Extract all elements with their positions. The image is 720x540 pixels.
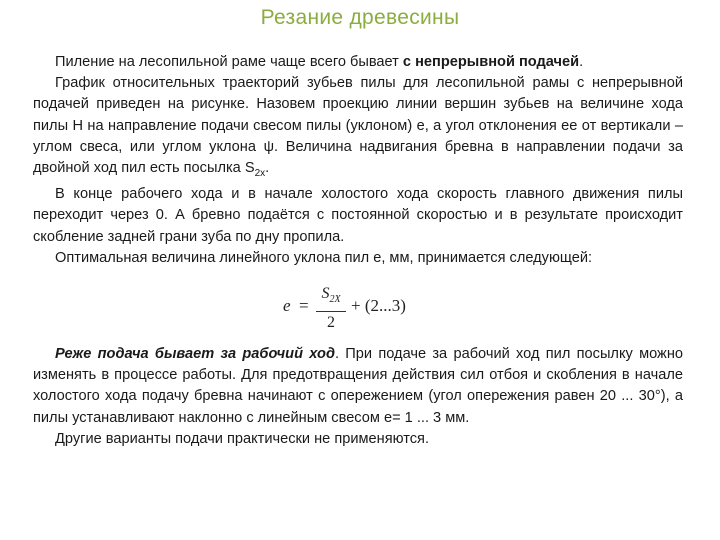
fraction-bar xyxy=(316,311,346,312)
working-stroke-emphasis: Реже подача бывает за рабочий ход xyxy=(55,346,335,362)
formula-rest: + (2...3) xyxy=(351,296,406,315)
paragraph-1: Пиление на лесопильной раме чаще всего бывает с непрерывной подачей. xyxy=(55,54,584,70)
formula-equals: = xyxy=(299,296,309,315)
paragraph-4: Оптимальная величина линейного уклона пил е, мм, принимается следующей: xyxy=(55,249,593,266)
lower-body-text xyxy=(33,344,683,450)
formula-fraction xyxy=(316,284,346,333)
paragraph-3: В конце рабочего хода и в начале холостого хода скорость главного движения пилы переходит через 0. А бревно подаётся с постоянной скоростью и в результате происходит скобление задней грани зуба по дну пропила. xyxy=(33,186,683,245)
page-title: Резание древесины xyxy=(260,6,460,29)
body-text xyxy=(33,52,683,269)
paragraph-2: График относительных траекторий зубьев пилы для лесопильной рамы с непрерывной подачей приведен на рисунке. Назовем проекцию линии вершин зубьев на величине хода пилы H на направление подачи свесом пилы (уклоном) е, а угол отклонения ее от вертикали – углом свеса, или углом уклона ψ. Величина надвигания бревна в направлении подачи за двойной ход пил есть посылка $S_{2х}$. xyxy=(33,75,683,179)
paragraph-5: Реже подача бывает за рабочий ход. При подаче за рабочий ход пил посылку можно изменять в процессе работы. Для предотвращения действия сил отбоя и скобления в начале холостого хода подачу бревна начинают с опережением (угол опережения равен 20 ... 30°), а пилы устанавливают наклонно с линейным свесом е= 1 ... 3 мм. xyxy=(33,346,683,426)
paragraph-6: Другие варианты подачи практически не применяются. xyxy=(55,430,430,447)
formula-lhs: e xyxy=(283,296,291,315)
continuous-feed-emphasis: с непрерывной подачей xyxy=(402,54,580,70)
formula-numerator: $S_{2X}$ xyxy=(321,285,341,306)
formula-denominator: 2 xyxy=(327,314,335,332)
